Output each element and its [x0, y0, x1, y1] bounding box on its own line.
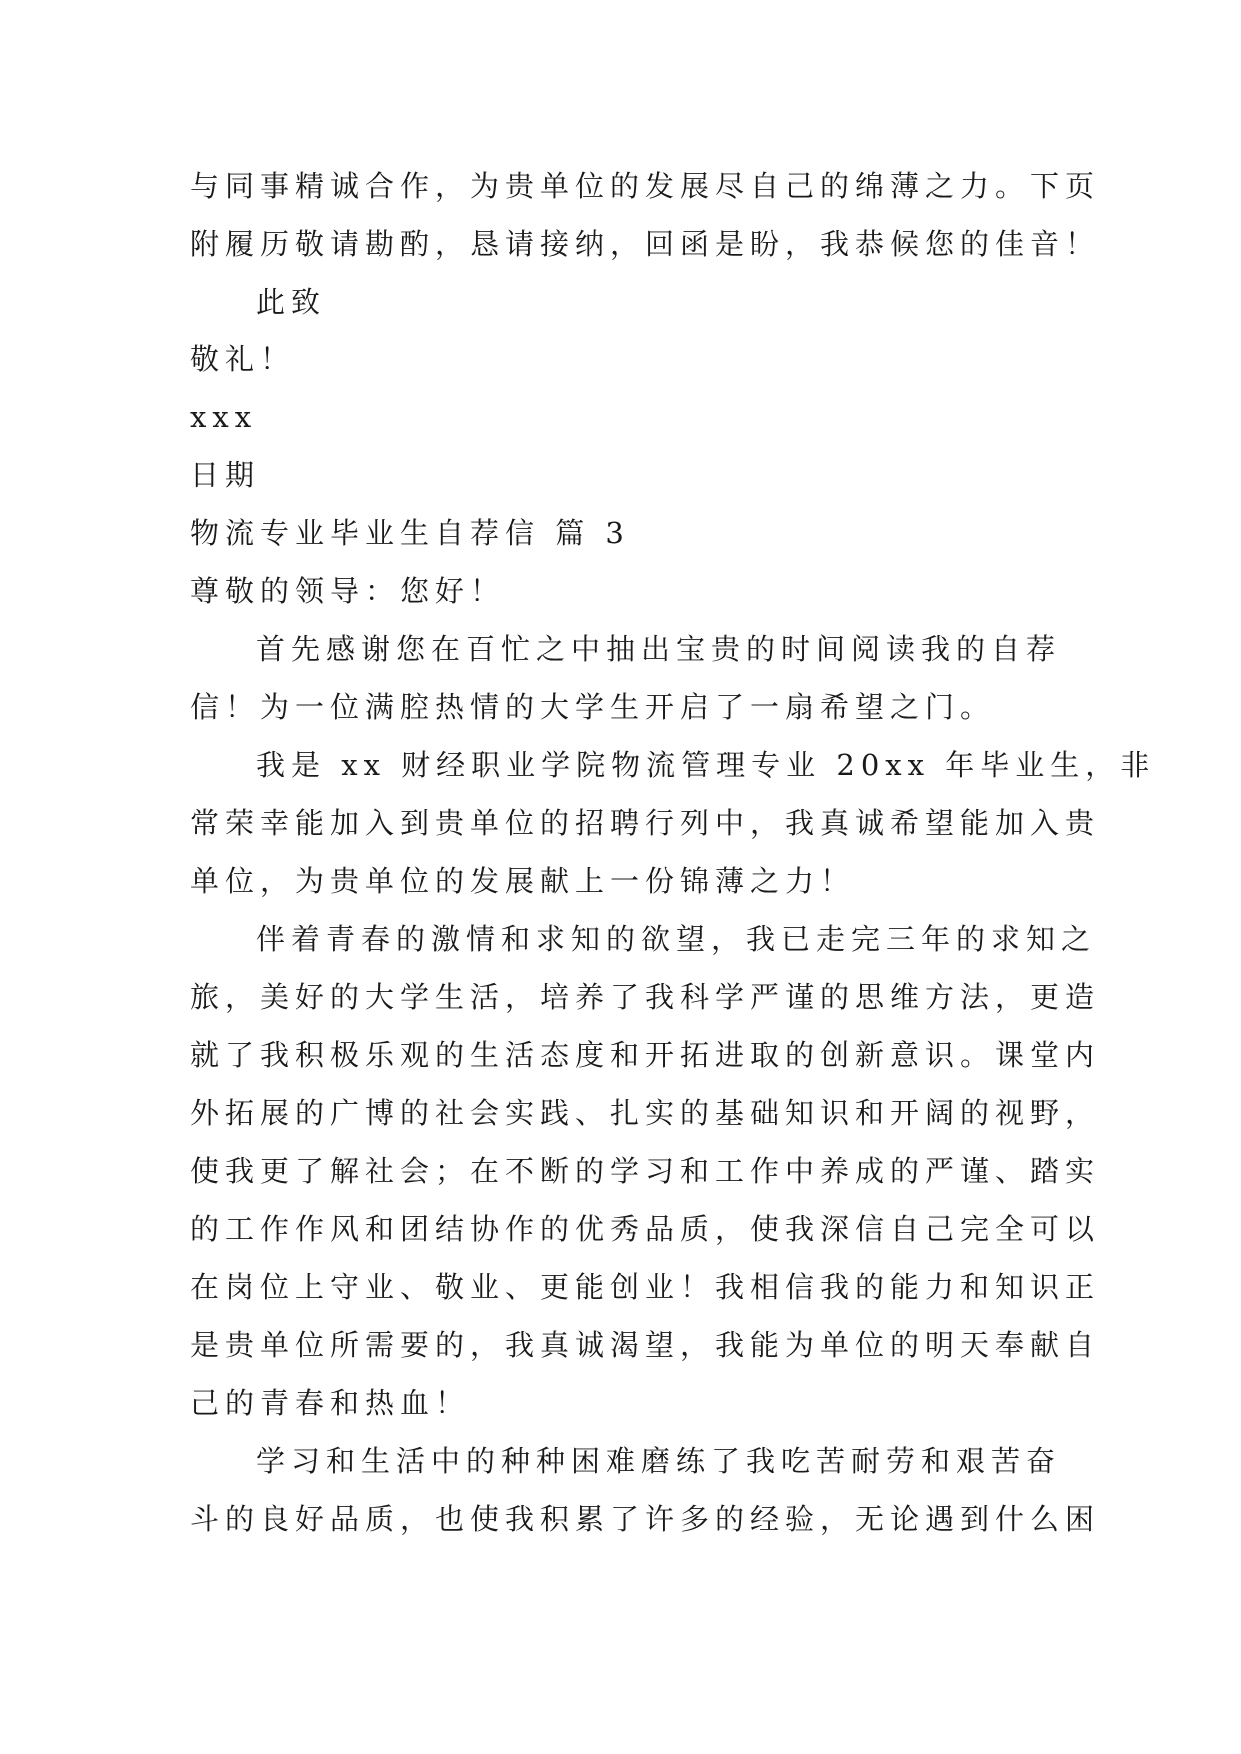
- text-line: 在岗位上守业、敬业、更能创业！我相信我的能力和知识正: [190, 1270, 1101, 1304]
- signature-name: xxx: [190, 400, 258, 434]
- section-title: 物流专业毕业生自荐信 篇 3: [190, 516, 630, 550]
- text-line: 信！为一位满腔热情的大学生开启了一扇希望之门。: [190, 690, 996, 724]
- text-line: 与同事精诚合作，为贵单位的发展尽自己的绵薄之力。下页: [190, 169, 1101, 203]
- text-line: 己的青春和热血！: [190, 1386, 471, 1420]
- text-line: 我是 xx 财经职业学院物流管理专业 20xx 年毕业生，非: [256, 748, 1156, 782]
- text-line: 旅，美好的大学生活，培养了我科学严谨的思维方法，更造: [190, 980, 1101, 1014]
- greeting: 尊敬的领导：您好！: [190, 574, 506, 608]
- text-line: 外拓展的广博的社会实践、扎实的基础知识和开阔的视野，: [190, 1096, 1101, 1130]
- salutation: 敬礼！: [190, 342, 296, 376]
- text-line: 就了我积极乐观的生活态度和开拓进取的创新意识。课堂内: [190, 1038, 1101, 1072]
- text-line: 的工作作风和团结协作的优秀品质，使我深信自己完全可以: [190, 1212, 1101, 1246]
- text-line: 单位，为贵单位的发展献上一份锦薄之力！: [190, 864, 856, 898]
- closing-phrase: 此致: [256, 285, 327, 319]
- text-line: 伴着青春的激情和求知的欲望，我已走完三年的求知之: [256, 922, 1097, 956]
- text-line: 常荣幸能加入到贵单位的招聘行列中，我真诚希望能加入贵: [190, 806, 1101, 840]
- text-line: 是贵单位所需要的，我真诚渴望，我能为单位的明天奉献自: [190, 1328, 1101, 1362]
- text-line: 使我更了解社会；在不断的学习和工作中养成的严谨、踏实: [190, 1154, 1101, 1188]
- text-line: 附履历敬请勘酌，恳请接纳，回函是盼，我恭候您的佳音！: [190, 227, 1101, 261]
- date-label: 日期: [190, 458, 261, 492]
- text-line: 首先感谢您在百忙之中抽出宝贵的时间阅读我的自荐: [256, 632, 1062, 666]
- text-line: 斗的良好品质，也使我积累了许多的经验，无论遇到什么困: [190, 1502, 1101, 1536]
- text-line: 学习和生活中的种种困难磨练了我吃苦耐劳和艰苦奋: [256, 1444, 1062, 1478]
